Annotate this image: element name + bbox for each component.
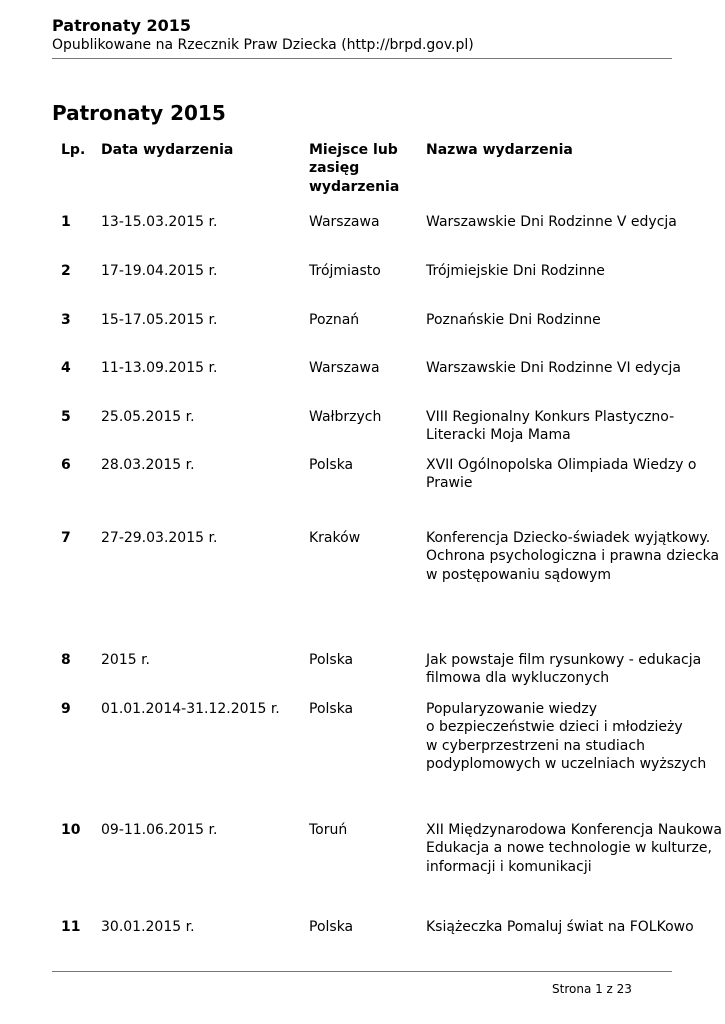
event-name-line: w cyberprzestrzeni na studiach [426, 737, 645, 754]
row-event-name [426, 529, 719, 584]
row-place: Polska [309, 652, 354, 668]
footer-divider [52, 971, 672, 972]
header-place [309, 141, 399, 196]
row-event-name [426, 918, 694, 936]
page-number: Strona 1 z 23 [552, 982, 632, 996]
event-name-line: Edukacja a nowe technologie w kulturze, [426, 840, 712, 857]
row-place: Poznań [309, 312, 360, 328]
row-lp: 2 [61, 263, 71, 279]
header-lp: Lp. [61, 142, 86, 158]
row-date: 17-19.04.2015 r. [101, 263, 218, 279]
row-event-name [426, 311, 601, 329]
row-date: 28.03.2015 r. [101, 457, 195, 473]
row-date: 09-11.06.2015 r. [101, 822, 218, 838]
event-name-line: Ochrona psychologiczna i prawna dziecka [426, 548, 720, 565]
header-date: Data wydarzenia [101, 142, 234, 158]
event-name-line: Konferencja Dziecko-świadek wyjątkowy. [426, 530, 711, 546]
event-name-line: XVII Ogólnopolska Olimpiada Wiedzy o [426, 457, 697, 473]
event-name-line: Literacki Moja Mama [426, 427, 571, 444]
row-date: 11-13.09.2015 r. [101, 360, 218, 376]
row-date: 25.05.2015 r. [101, 409, 195, 425]
header-divider [52, 58, 672, 59]
row-date: 27-29.03.2015 r. [101, 530, 218, 546]
row-place: Trójmiasto [309, 263, 381, 279]
row-place: Polska [309, 457, 354, 473]
event-name-line: informacji i komunikacji [426, 858, 592, 875]
event-name-line: Trójmiejskie Dni Rodzinne [426, 263, 605, 279]
event-name-line: podyplomowych w uczelniach wyższych [426, 755, 707, 772]
row-lp: 8 [61, 652, 71, 668]
event-name-line: XII Międzynarodowa Konferencja Naukowa [426, 822, 722, 838]
event-name-line: Poznańskie Dni Rodzinne [426, 312, 601, 328]
page-title: Patronaty 2015 [52, 101, 226, 125]
row-lp: 4 [61, 360, 71, 376]
event-name-line: Książeczka Pomaluj świat na FOLKowo [426, 919, 694, 935]
header-place-line: Miejsce lub [309, 142, 398, 158]
row-lp: 5 [61, 409, 71, 425]
row-lp: 3 [61, 312, 71, 328]
row-lp: 10 [61, 822, 81, 838]
row-event-name [426, 213, 677, 231]
row-lp: 11 [61, 919, 81, 935]
event-name-line: VIII Regionalny Konkurs Plastyczno- [426, 409, 675, 425]
event-name-line: Prawie [426, 475, 473, 492]
event-name-line: o bezpieczeństwie dzieci i młodzieży [426, 719, 683, 736]
row-place: Toruń [309, 822, 348, 838]
header-place-line: wydarzenia [309, 178, 400, 195]
row-place: Warszawa [309, 214, 380, 230]
event-name-line: Popularyzowanie wiedzy [426, 701, 598, 717]
row-place: Polska [309, 919, 354, 935]
event-name-line: w postępowaniu sądowym [426, 566, 612, 583]
row-event-name [426, 408, 674, 445]
row-date: 2015 r. [101, 652, 150, 668]
header-name: Nazwa wydarzenia [426, 142, 573, 158]
row-event-name [426, 262, 605, 280]
row-place: Wałbrzych [309, 409, 382, 425]
row-date: 01.01.2014-31.12.2015 r. [101, 701, 280, 717]
event-name-line: Warszawskie Dni Rodzinne V edycja [426, 214, 677, 230]
row-lp: 1 [61, 214, 71, 230]
event-name-line: filmowa dla wykluczonych [426, 670, 610, 687]
header-place-line: zasięg [309, 160, 360, 177]
document-header-title: Patronaty 2015 [52, 16, 191, 35]
row-lp: 6 [61, 457, 71, 473]
row-event-name [426, 651, 701, 688]
row-lp: 7 [61, 530, 71, 546]
row-event-name [426, 821, 722, 876]
row-event-name [426, 456, 696, 493]
event-name-line: Jak powstaje film rysunkowy - edukacja [426, 652, 702, 668]
row-place: Kraków [309, 530, 361, 546]
row-place: Warszawa [309, 360, 380, 376]
row-event-name [426, 359, 681, 377]
document-header-subtitle: Opublikowane na Rzecznik Praw Dziecka (http://brpd.gov.pl) [52, 37, 474, 53]
row-lp: 9 [61, 701, 71, 717]
row-date: 30.01.2015 r. [101, 919, 195, 935]
row-place: Polska [309, 701, 354, 717]
row-event-name [426, 700, 706, 773]
event-name-line: Warszawskie Dni Rodzinne VI edycja [426, 360, 682, 376]
row-date: 13-15.03.2015 r. [101, 214, 218, 230]
row-date: 15-17.05.2015 r. [101, 312, 218, 328]
